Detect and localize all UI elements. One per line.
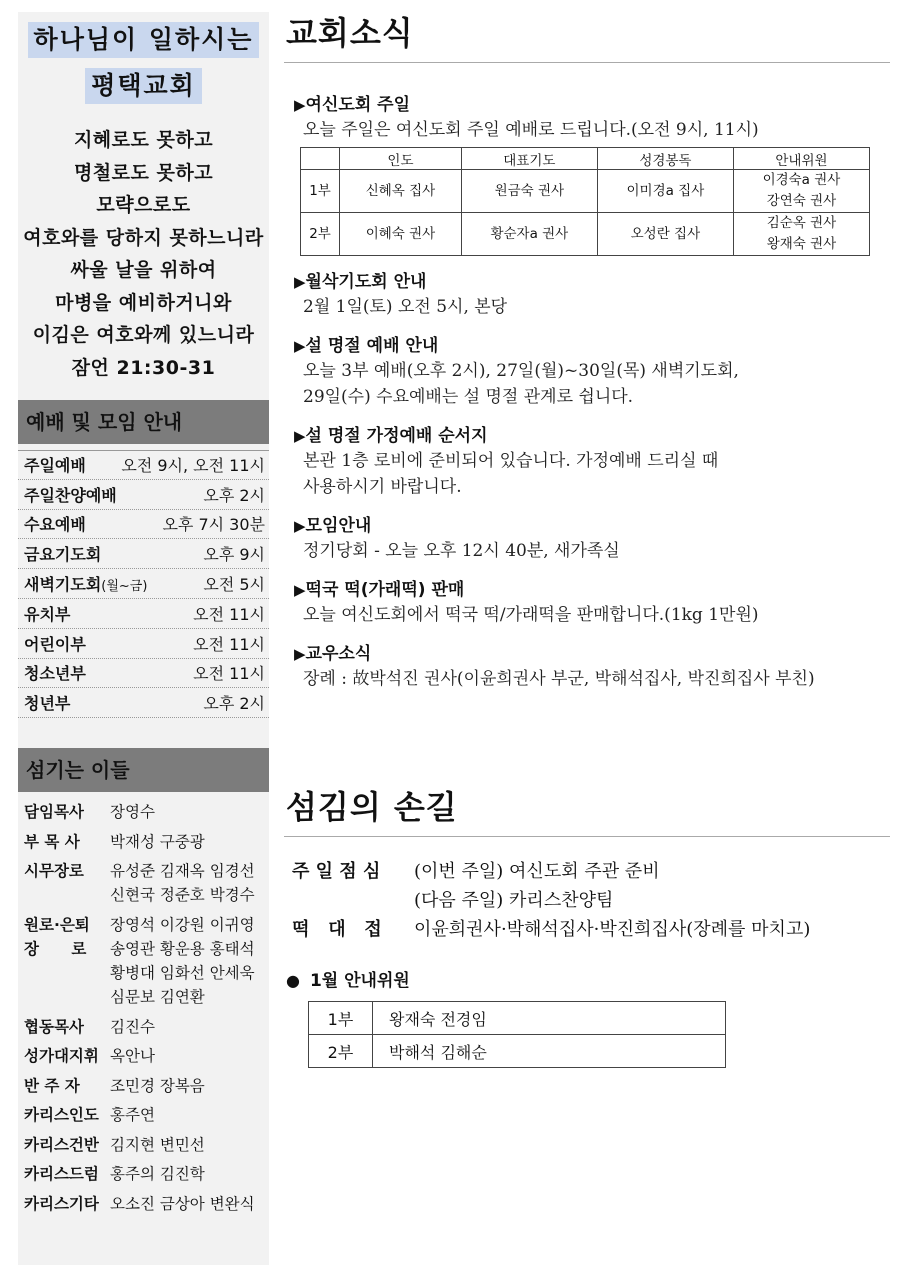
service-row <box>284 857 890 915</box>
service-title: 섬김의 손길 <box>284 782 890 837</box>
cell-line: 이미경a 집사 <box>626 182 705 199</box>
worship-row <box>18 629 269 659</box>
arrow-icon: ▶ <box>294 337 306 355</box>
staff-role: 부 목 사 <box>24 832 80 851</box>
staff-names: 옥안나 <box>110 1047 155 1066</box>
table-header-cell: 인도 <box>340 148 462 170</box>
servers-section-header: 섬기는 이들 <box>18 748 269 792</box>
arrow-icon: ▶ <box>294 96 306 114</box>
news-item-title <box>294 578 890 602</box>
worship-name-text: 청소년부 <box>24 664 86 684</box>
worship-row <box>18 569 269 599</box>
cell-line: 황순자a 권사 <box>490 225 569 242</box>
worship-name <box>24 572 147 595</box>
verse-line: 마병을 예비하거니와 <box>55 291 232 314</box>
worship-name-text: 유치부 <box>24 604 71 624</box>
worship-row <box>18 688 269 718</box>
table-header-cell <box>301 148 340 170</box>
staff-names: 김진수 <box>110 1017 155 1036</box>
worship-name-text: 새벽기도회 <box>24 575 102 595</box>
news-item-title <box>294 93 890 117</box>
table-cell <box>733 170 869 213</box>
arrow-icon: ▶ <box>294 517 306 535</box>
table-cell <box>301 170 340 213</box>
verse-line: 여호와를 당하지 못하느니라 <box>23 226 264 249</box>
cell-line: 신혜옥 집사 <box>365 182 436 199</box>
table-header-cell: 성경봉독 <box>597 148 733 170</box>
table-row <box>301 213 870 256</box>
table-cell <box>597 170 733 213</box>
staff-row <box>18 859 269 907</box>
worship-name-text: 수요예배 <box>24 515 86 535</box>
verse-line: 싸울 날을 위하여 <box>70 259 217 281</box>
worship-schedule <box>18 450 269 718</box>
staff-role: 성가대지휘 <box>24 1047 99 1066</box>
worship-name <box>24 632 86 655</box>
staff-names: 조민경 장복음 <box>110 1076 205 1095</box>
verse-line: 지혜로도 못하고 <box>73 129 214 151</box>
arrow-icon: ▶ <box>294 581 306 599</box>
table-row <box>301 170 870 213</box>
monthly-row <box>309 1035 726 1068</box>
monthly-part: 1부 <box>309 1002 373 1035</box>
worship-row <box>18 480 269 510</box>
cell-line: 오성란 집사 <box>630 225 701 242</box>
staff-list <box>18 800 269 1216</box>
staff-names: 박재성 구중광 <box>110 832 205 851</box>
staff-role: 담임목사 <box>24 803 84 822</box>
worship-time: 오후 2시 <box>203 694 265 714</box>
worship-time: 오전 5시 <box>203 575 265 595</box>
staff-role: 카리스건반 <box>24 1135 99 1154</box>
news-list <box>284 93 890 692</box>
worship-name <box>24 483 117 506</box>
news-item-body: 오늘 3부 예배(오후 2시), 27일(월)~30일(목) 새벽기도회, 29일(수) 수요예배는 설 명절 관계로 쉽니다. <box>303 361 739 407</box>
table-cell <box>733 213 869 256</box>
worship-name <box>24 453 86 476</box>
worship-name <box>24 691 70 714</box>
news-item <box>284 270 890 320</box>
bullet-icon: ● <box>286 971 300 990</box>
monthly-ushers-title <box>284 966 890 991</box>
monthly-ushers-table <box>308 1001 726 1068</box>
news-item-title-text: 떡국 떡(가래떡) 판매 <box>305 580 465 600</box>
staff-names: 오소진 금상아 변완식 <box>110 1194 255 1213</box>
verse-line: 이김은 여호와께 있느니라 <box>32 324 255 346</box>
worship-name <box>24 661 86 684</box>
staff-row <box>18 800 269 824</box>
table-cell <box>301 213 340 256</box>
staff-row <box>18 1133 269 1157</box>
news-item-body: 2월 1일(토) 오전 5시, 본당 <box>303 297 508 317</box>
worship-row <box>18 450 269 480</box>
worship-section-header: 예배 및 모임 안내 <box>18 400 269 444</box>
worship-time: 오후 7시 30분 <box>162 515 265 535</box>
news-item-title-text: 모임안내 <box>305 516 372 536</box>
staff-row <box>18 1192 269 1216</box>
worship-name <box>24 602 70 625</box>
cell-line: 왕재숙 권사 <box>766 236 837 252</box>
verse-line: 명철로도 못하고 <box>73 161 214 184</box>
worship-name-text: 금요기도회 <box>24 545 102 565</box>
cell-line: 이경숙a 권사 <box>762 172 841 188</box>
worship-name <box>24 512 86 535</box>
worship-row <box>18 599 269 629</box>
service-label: 주 일 점 심 <box>292 861 381 882</box>
staff-role: 카리스드럼 <box>24 1165 99 1184</box>
arrow-icon: ▶ <box>294 273 306 291</box>
news-item <box>284 514 890 564</box>
staff-role: 반 주 자 <box>24 1076 80 1095</box>
monthly-row <box>309 1002 726 1035</box>
cell-line: 1부 <box>309 182 331 199</box>
scripture-verse <box>18 124 269 384</box>
worship-name-text: 어린이부 <box>24 634 86 654</box>
staff-row <box>18 1015 269 1039</box>
staff-role: 시무장로 <box>24 862 84 881</box>
news-item-title <box>294 270 890 294</box>
church-name: 평택교회 <box>85 68 202 104</box>
news-item <box>284 424 890 500</box>
service-text: 이윤희권사·박해석집사·박진희집사(장례를 마치고) <box>414 919 811 940</box>
worship-name-text: 주일예배 <box>24 456 86 476</box>
staff-names: 김지현 변민선 <box>110 1135 205 1154</box>
news-item <box>284 93 890 256</box>
staff-row <box>18 1103 269 1127</box>
worship-time: 오전 11시 <box>193 664 265 684</box>
monthly-names: 박해석 김해순 <box>373 1035 726 1068</box>
church-title-line1: 하나님이 일하시는 <box>28 22 260 58</box>
monthly-names: 왕재숙 전경임 <box>373 1002 726 1035</box>
cell-line: 김순옥 권사 <box>766 215 837 231</box>
worship-row <box>18 539 269 569</box>
arrow-icon: ▶ <box>294 645 306 663</box>
news-item-title-text: 월삭기도회 안내 <box>305 272 427 292</box>
news-item <box>284 578 890 628</box>
news-item-title <box>294 514 890 538</box>
main-content <box>284 0 890 1068</box>
worship-row <box>18 510 269 540</box>
staff-names: 유성준 김재옥 임경선 신현국 정준호 박경수 <box>110 862 255 905</box>
news-item <box>284 642 890 692</box>
staff-row <box>18 913 269 1010</box>
staff-names: 장영수 <box>110 803 155 822</box>
ushers-table <box>300 147 870 256</box>
staff-names: 홍주연 <box>110 1106 155 1125</box>
news-item-body: 오늘 주일은 여신도회 주일 예배로 드립니다.(오전 9시, 11시) <box>303 120 759 140</box>
staff-row <box>18 1162 269 1186</box>
staff-role: 협동목사 <box>24 1017 84 1036</box>
service-text: (이번 주일) 여신도회 주관 준비 (다음 주일) 카리스찬양팀 <box>414 861 660 911</box>
service-list <box>284 857 890 944</box>
news-item-title-text: 교우소식 <box>305 644 372 664</box>
sidebar <box>18 12 269 1265</box>
worship-row <box>18 659 269 689</box>
table-cell <box>340 170 462 213</box>
table-header-cell: 안내위원 <box>733 148 869 170</box>
news-item-title <box>294 642 890 666</box>
staff-row <box>18 1074 269 1098</box>
cell-line: 2부 <box>309 225 331 242</box>
monthly-ushers-label: 1월 안내위원 <box>309 971 410 991</box>
worship-time: 오후 2시 <box>203 485 265 505</box>
service-row <box>284 915 890 944</box>
news-item-title <box>294 334 890 358</box>
news-item-title-text: 설 명절 가정예배 순서지 <box>305 426 488 446</box>
news-item-body: 장례 : 故박석진 권사(이윤희권사 부군, 박해석집사, 박진희집사 부친) <box>303 669 815 689</box>
worship-time: 오전 11시 <box>193 604 265 624</box>
staff-role: 원로·은퇴 장 로 <box>24 915 90 959</box>
table-cell <box>461 170 597 213</box>
table-cell <box>340 213 462 256</box>
monthly-part: 2부 <box>309 1035 373 1068</box>
worship-name <box>24 542 101 565</box>
news-item-title-text: 설 명절 예배 안내 <box>305 336 439 356</box>
news-item <box>284 334 890 410</box>
cell-line: 원금숙 권사 <box>494 182 565 199</box>
worship-name-text: 주일찬양예배 <box>24 485 117 505</box>
staff-row <box>18 1044 269 1068</box>
verse-line: 모략으로도 <box>96 194 191 216</box>
table-header-cell: 대표기도 <box>461 148 597 170</box>
verse-reference: 잠언 21:30-31 <box>71 356 216 379</box>
staff-row <box>18 830 269 854</box>
staff-names: 홍주의 김진학 <box>110 1165 205 1184</box>
news-item-body: 정기당회 - 오늘 오후 12시 40분, 새가족실 <box>303 541 620 561</box>
staff-role: 카리스인도 <box>24 1106 99 1125</box>
worship-time: 오후 9시 <box>203 545 265 565</box>
news-item-title-text: 여신도회 주일 <box>305 95 410 115</box>
news-item-body: 오늘 여신도회에서 떡국 떡/가래떡을 판매합니다.(1kg 1만원) <box>303 605 759 625</box>
staff-role: 카리스기타 <box>24 1194 99 1213</box>
table-cell <box>461 213 597 256</box>
news-item-body: 본관 1층 로비에 준비되어 있습니다. 가정예배 드리실 때 사용하시기 바랍니다. <box>303 451 719 497</box>
worship-time: 오전 9시, 오전 11시 <box>121 456 265 476</box>
arrow-icon: ▶ <box>294 427 306 445</box>
church-title <box>18 12 269 104</box>
worship-name-sub: (월~금) <box>101 579 148 595</box>
news-item-title <box>294 424 890 448</box>
staff-names: 장영석 이강원 이귀영 송영관 황운용 홍태석 황병대 임화선 안세욱 심문보 김연환 <box>110 915 255 1007</box>
cell-line: 이혜숙 권사 <box>365 225 436 242</box>
worship-name-text: 청년부 <box>24 694 71 714</box>
cell-line: 강연숙 권사 <box>766 193 837 209</box>
news-title: 교회소식 <box>284 0 890 63</box>
table-header-row <box>301 148 870 170</box>
table-cell <box>597 213 733 256</box>
worship-time: 오전 11시 <box>193 634 265 654</box>
service-label: 떡 대 접 <box>292 919 382 940</box>
